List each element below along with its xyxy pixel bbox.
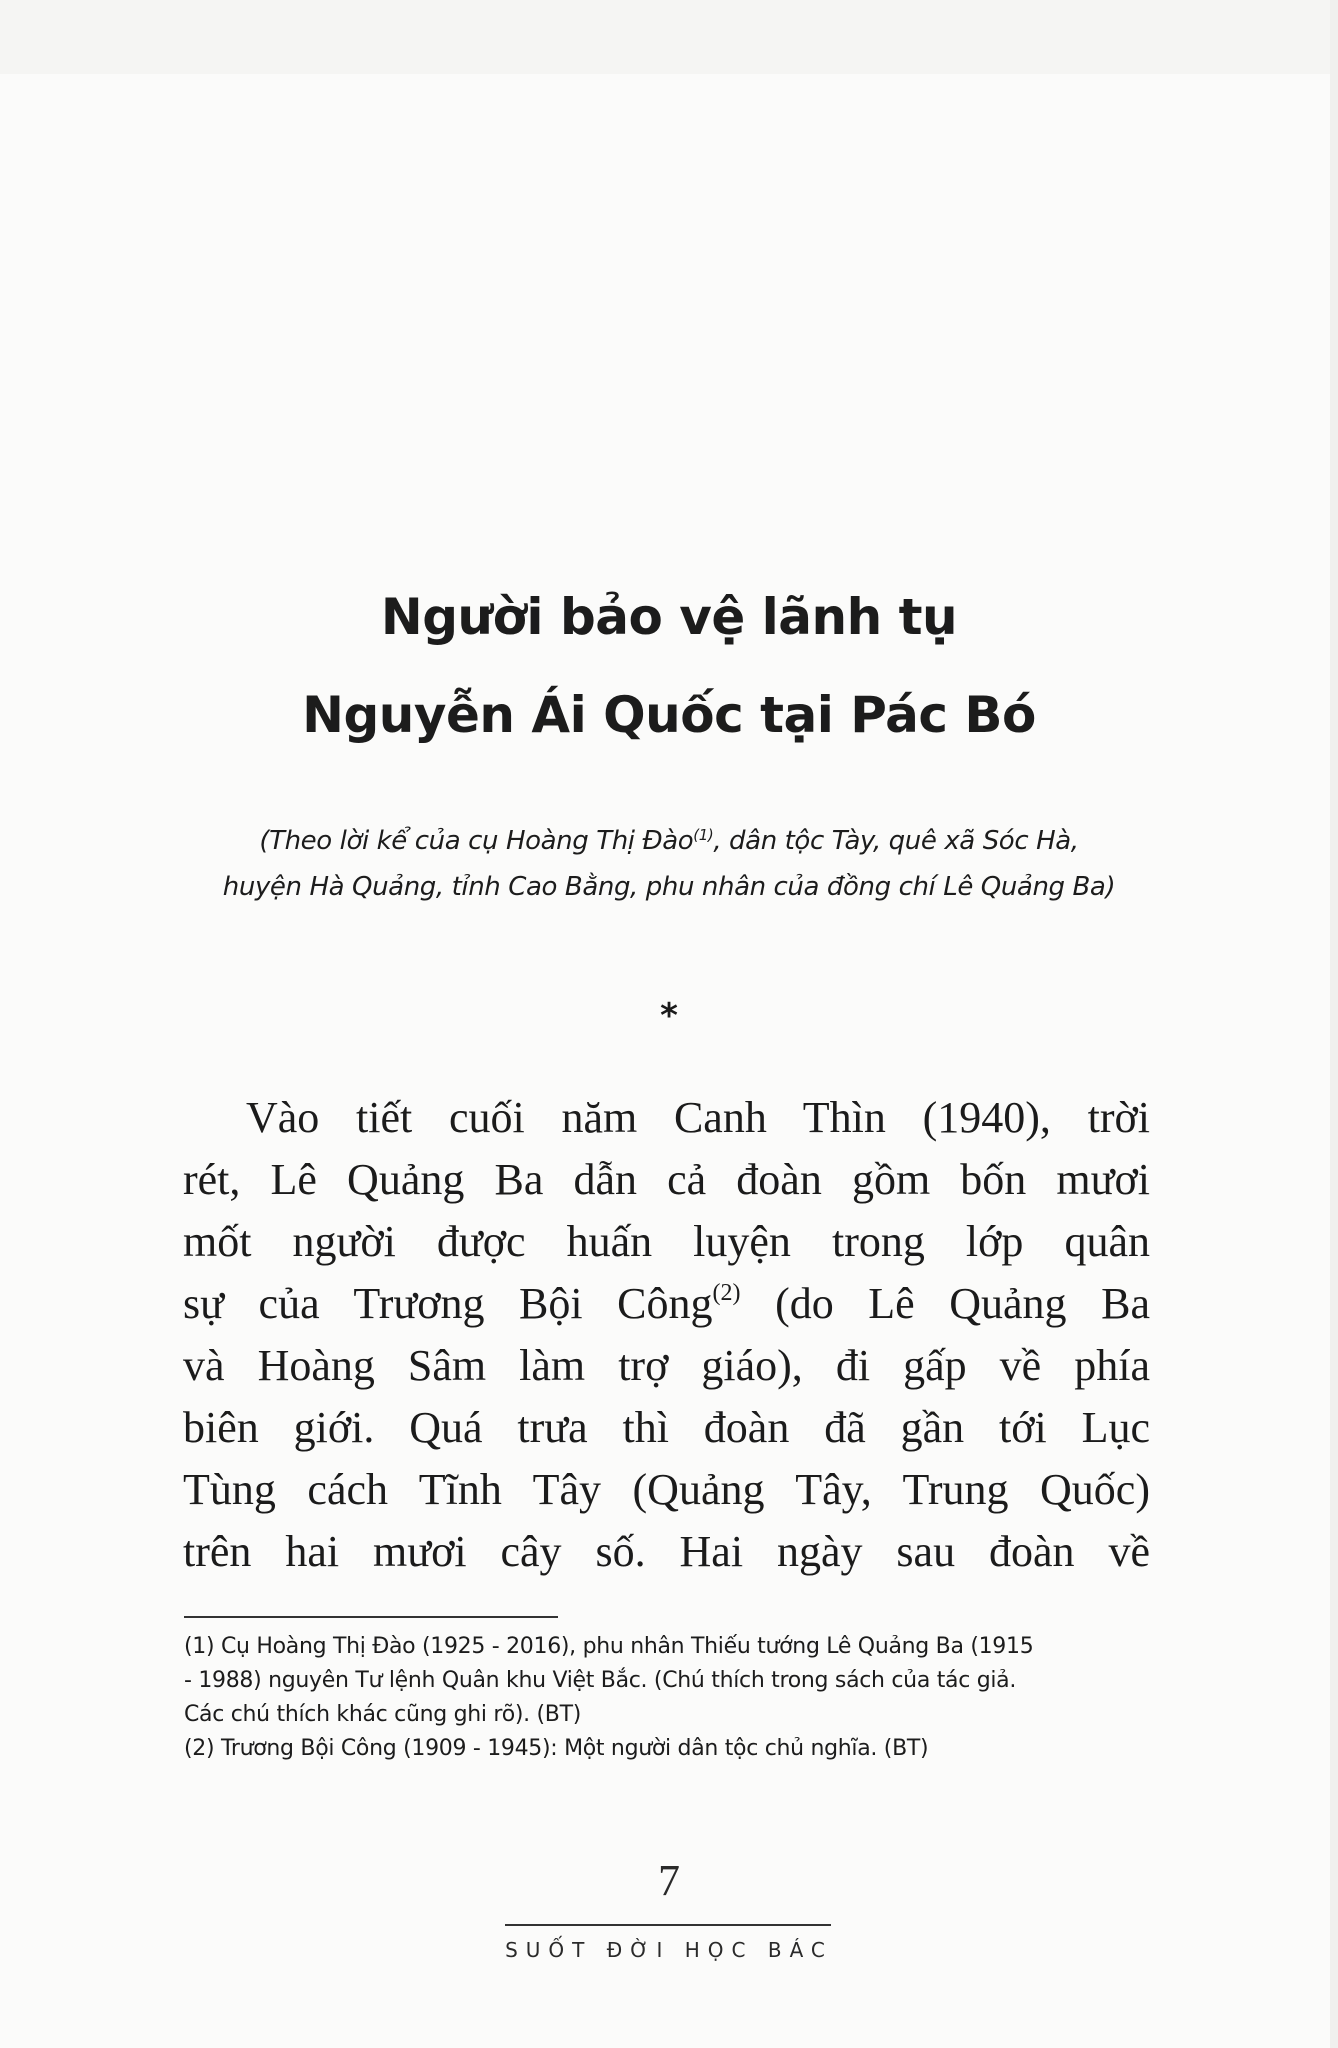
- body-line-4-rest: (do Lê Quảng Ba: [740, 1279, 1150, 1328]
- subtitle-line-1: [0, 812, 1338, 864]
- body-line-1: Vào tiết cuối năm Canh Thìn (1940), trời: [246, 1093, 1150, 1142]
- footnote-1-line-3: Các chú thích khác cũng ghi rõ). (BT): [184, 1702, 582, 1727]
- body-line-4: [183, 1273, 1150, 1335]
- subtitle-line-1-text: (Theo lời kể của cụ Hoàng Thị Đào: [259, 826, 694, 856]
- body-text: [183, 1087, 1150, 1583]
- running-footer: SUỐT ĐỜI HỌC BÁC: [505, 1938, 833, 1962]
- body-line-6: biên giới. Quá trưa thì đoàn đã gần tới Lục: [183, 1403, 1150, 1452]
- body-line-3: mốt người được huấn luyện trong lớp quân: [183, 1217, 1150, 1266]
- body-line-8: trên hai mươi cây số. Hai ngày sau đoàn về: [183, 1527, 1150, 1576]
- section-ornament: *: [660, 996, 678, 1036]
- subtitle-line-2: huyện Hà Quảng, tỉnh Cao Bằng, phu nhân của đồng chí Lê Quảng Ba): [222, 872, 1116, 902]
- page-number: 7: [658, 1856, 680, 1905]
- chapter-title-line-2: Nguyễn Ái Quốc tại Pác Bó: [302, 686, 1036, 744]
- footnote-divider: [184, 1616, 558, 1618]
- body-line-7: Tùng cách Tĩnh Tây (Quảng Tây, Trung Quốc): [183, 1465, 1150, 1514]
- chapter-subtitle: [0, 812, 1338, 910]
- chapter-title-line-1: Người bảo vệ lãnh tụ: [380, 588, 958, 646]
- body-line-2: rét, Lê Quảng Ba dẫn cả đoàn gồm bốn mươi: [183, 1155, 1150, 1204]
- subtitle-line-1-rest: , dân tộc Tày, quê xã Sóc Hà,: [713, 826, 1079, 856]
- footnotes: [184, 1630, 1150, 1766]
- page-top-shade: [0, 0, 1338, 74]
- footnote-1-line-2: - 1988) nguyên Tư lệnh Quân khu Việt Bắc. (Chú thích trong sách của tác giả.: [184, 1668, 1017, 1693]
- footnote-1-line-1: (1) Cụ Hoàng Thị Đào (1925 - 2016), phu nhân Thiếu tướng Lê Quảng Ba (1915: [184, 1634, 1034, 1659]
- footer-divider: [505, 1924, 831, 1926]
- body-line-4-text: sự của Trương Bội Công: [183, 1279, 713, 1328]
- footnote-ref-1: (1): [693, 826, 714, 844]
- body-line-5: và Hoàng Sâm làm trợ giáo), đi gấp về phía: [183, 1341, 1150, 1390]
- footnote-2-line-1: (2) Trương Bội Công (1909 - 1945): Một người dân tộc chủ nghĩa. (BT): [184, 1736, 929, 1761]
- footnote-ref-2: (2): [712, 1280, 741, 1306]
- chapter-title: [0, 568, 1338, 764]
